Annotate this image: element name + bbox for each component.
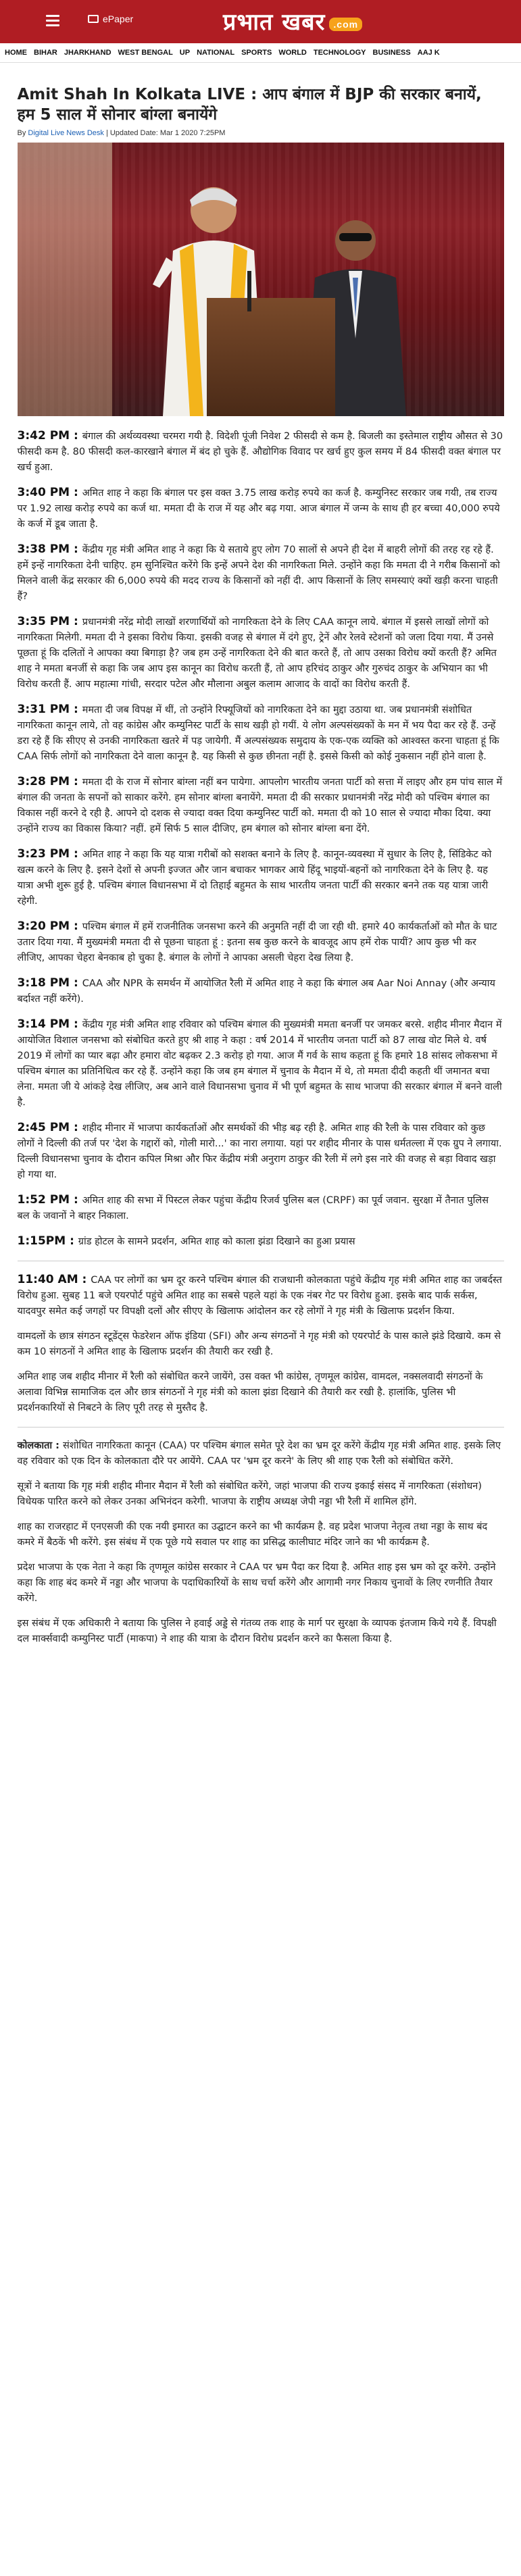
live-update-item: [18, 1369, 504, 1416]
update-time: 3:28 PM :: [17, 775, 82, 788]
nav-item-world[interactable]: WORLD: [278, 49, 307, 57]
update-text: CAA और NPR के समर्थन में आयोजित रैली में अमित शाह ने कहा कि बंगाल अब Aar Noi Annay (और अन्याय बर्दाश्त नहीं करेंगे).: [17, 978, 495, 1005]
live-update-item: [18, 1560, 504, 1607]
live-update-item: [18, 1234, 504, 1250]
update-text: वामदलों के छात्र संगठन स्टूडेंट्स फेडरेशन ऑफ इंडिया (SFI) और अन्य संगठनों ने गृह मंत्री को एयरपोर्ट के पास काले झंडे दिखाये. कम से कम 10 संगठनों ने अमित शाह के खिलाफ प्रदर्शन की तैयारी कर रखी है.: [17, 1331, 501, 1357]
update-time: 3:38 PM :: [17, 542, 82, 556]
live-update-item: [18, 1519, 504, 1550]
top-bar: [0, 0, 521, 43]
update-text: अमित शाह जब शहीद मीनार में रैली को संबोधित करने जायेंगे, उस वक्त भी कांग्रेस, तृणमूल कांग्रेस, वामदल, नक्सलवादी संगठनों के अलावा विभिन्न सामाजिक दल और छात्र संगठनों ने गृह मंत्री को काला झंडा दिखाने की तैयारी कर रखी है. हालांकि, पुलिस भी प्रदर्शनकारियों से निबटने के लिए पूरी तरह से मुस्तैद है.: [17, 1371, 483, 1413]
update-text: बंगाल की अर्थव्यवस्था चरमरा गयी है. विदेशी पूंजी निवेश 2 फीसदी से कम है. बिजली का इस्तेमाल राष्ट्रीय औसत से 30 फीसदी कम है. 80 फीसदी कल-कारखाने बंगाल में बंद हो चुके हैं. औद्योगिक विवाद पर खर्च हुए कुल समय में 84 फीसदी वक्त बंगाल पर खर्च हुआ.: [17, 431, 503, 473]
update-text: प्रधानमंत्री नरेंद्र मोदी लाखों शरणार्थियों को नागरिकता देने के लिए CAA कानून लाये. बंगाल में इससे लाखों लोगों को नागरिकता मिलेगी. ममता दी ने इसका विरोध किया. इसकी वजह से बंगाल में दंगे हुए, ट्रेनें और रेलवे स्टेशनों को जला दिया गया. मैं उनसे पूछता हूं कि दलितों ने आपका क्या बिगाड़ा है? जब हम उन्हें नागरिकता देने की बात करते हैं, तो आप उसका विरोध क्यों करती हैं? अमित शाह ने ममता बनर्जी से कहा कि जब आप इस कानून का विरोध करती हैं, तो आप हरिचंद ठाकुर और गुरुचंद ठाकुर के अभियान का भी विरोध करती हैं. आप महात्मा गांधी, सरदार पटेल और मौलाना अबुल कलाम आजाद के वादों का विरोध करती हैं.: [17, 617, 497, 690]
live-update-item: [18, 1616, 504, 1647]
update-time: 3:18 PM :: [17, 976, 82, 990]
update-time: 2:45 PM :: [17, 1121, 82, 1134]
update-time: 3:40 PM :: [17, 486, 82, 499]
author-link[interactable]: Digital Live News Desk: [28, 129, 104, 137]
update-text: केंद्रीय गृह मंत्री अमित शाह रविवार को पश्चिम बंगाल की मुख्यमंत्री ममता बनर्जी पर जमकर बरसे. शहीद मीनार मैदान में आयोजित विशाल जनसभा को संबोधित करते हुए श्री शाह ने कहा : वर्ष 2014 में भारतीय जनता पार्टी को 87 लाख वोट मिले थे. वर्ष 2019 में लोगों का प्यार बढ़ा और हमारा वोट बढ़कर 2.3 करोड़ हो गया. आज मैं गर्व के साथ कहता हूं कि हमारे 18 सांसद लोकसभा में पश्चिम बंगाल का प्रतिनिधित्व कर रहे हैं. उन्होंने कहा कि जब हम बंगाल में चुनाव के मैदान में थे, तो ममता दीदी कहती थीं जमानत बचा लेना. ममता जी ये आंकड़े देख लीजिए, अब आने वाले विधानसभा चुनाव में भी पूर्ण बहुमत के साथ भाजपा की सरकार बंगाल में बनने वाली है.: [17, 1019, 502, 1108]
update-time: 3:20 PM :: [17, 919, 82, 933]
update-text: पश्चिम बंगाल में हमें राजनीतिक जनसभा करने की अनुमति नहीं दी जा रही थी. हमारे 40 कार्यकर्ताओं को मौत के घाट उतार दिया गया. मैं मुख्यमंत्री ममता दी से पूछना चाहता हूं : इतना सब कुछ करने के बावजूद आप हमें रोक पायीं? आप कुछ भी कर लीजिए, आपका चेहरा बेनकाब हो चुका है. बंगाल के लोगों ने आपका असली चेहरा देख लिया है.: [17, 921, 497, 963]
update-time: 11:40 AM :: [17, 1273, 91, 1286]
live-update-item: [18, 428, 504, 476]
main-nav: [0, 43, 521, 63]
live-update-item: [18, 976, 504, 1007]
update-text: ग्रांड होटल के सामने प्रदर्शन, अमित शाह को काला झंडा दिखाने का हुआ प्रयास: [78, 1236, 355, 1247]
epaper-label: ePaper: [103, 14, 134, 24]
nav-item-west-bengal[interactable]: WEST BENGAL: [118, 49, 173, 57]
update-text: अमित शाह ने कहा कि यह यात्रा गरीबों को सशक्त बनाने के लिए है. कानून-व्यवस्था में सुधार के लिए है, सिंडिकेट को खत्म करने के लिए है. इसने देशों से अपनी इज्जत और जान बचाकर भागकर आये हिंदू भाइयों-बहनों को नागरिकता देने के लिए है. यह यात्रा अभी शुरू हुई है. पश्चिम बंगाल विधानसभा में दो तिहाई बहुमत के साथ भारतीय जनता पार्टी की सरकार बनने तक यह यात्रा जारी रहेगी.: [17, 849, 492, 907]
update-text: CAA पर लोगों का भ्रम दूर करने पश्चिम बंगाल की राजधानी कोलकाता पहुंचे केंद्रीय गृह मंत्री अमित शाह का जबर्दस्त विरोध हुआ. सुबह 11 बजे एयरपोर्ट पहुंचे अमित शाह का सबसे पहले यहां के एक नंबर गेट पर विरोध हुआ. इसके बाद पार्क सर्कस, यादवपुर समेत कई जगहों पर विपक्षी दलों और सीएए के खिलाफ आंदोलन कर रहे लोगों ने गृह मंत्री के खिलाफ प्रदर्शन किया.: [17, 1275, 502, 1317]
nav-item-sports[interactable]: SPORTS: [241, 49, 272, 57]
live-update-item: [18, 774, 504, 837]
microphone: [247, 271, 251, 311]
update-text: अमित शाह की सभा में पिस्टल लेकर पहुंचा केंद्रीय रिजर्व पुलिस बल (CRPF) का पूर्व जवान. सुरक्षा में तैनात पुलिस बल के जवानों ने बाहर निकाला.: [17, 1195, 489, 1221]
byline: [18, 129, 504, 137]
update-text: सूत्रों ने बताया कि गृह मंत्री शहीद मीनार मैदान में रैली को संबोधित करेंगे, जहां भाजपा की राज्य इकाई संसद में नागरिकता (संशोधन) विधेयक पारित करने को लेकर उनका अभिनंदन करेगी. भाजपा के राष्ट्रीय अध्यक्ष जेपी नड्डा भी रैली में शामिल होंगे.: [17, 1481, 482, 1507]
live-update-item: [18, 1438, 504, 1469]
update-time: 3:23 PM :: [17, 847, 82, 861]
live-update-item: [18, 1272, 504, 1319]
live-update-item: [18, 542, 504, 605]
live-update-item: [18, 485, 504, 532]
update-text: ममता दी के राज में सोनार बांग्ला नहीं बन पायेगा. आपलोग भारतीय जनता पार्टी को सत्ता में लाइए और हम पांच साल में बंगाल की जनता के सपनों को साकार करेंगे. हम सोनार बांग्ला बनायेंगे. ममता दी की सरकार प्रधानमंत्री नरेंद्र मोदी को पश्चिम बंगाल का विकास नहीं करने दे रही है. आपने दो दशक से ज्यादा वक्त दिया कम्युनिस्ट पार्टी को. ममता दी को 10 साल से ज्यादा मौका दिया. क्या उन्होंने राज्य का विकास किया? नहीं. हमें सिर्फ 5 साल दीजिए, हम बंगाल को सोनार बांग्ला बना देंगे.: [17, 777, 503, 834]
logo-text: प्रभात खबर: [223, 9, 326, 36]
live-update-item: [18, 1479, 504, 1510]
update-time: 1:52 PM :: [17, 1193, 82, 1207]
nav-item-home[interactable]: HOME: [5, 49, 27, 57]
logo-suffix: .com: [329, 18, 362, 31]
update-text: ममता दी जब विपक्ष में थीं, तो उन्होंने रिफ्यूजियों को नागरिकता देने का मुद्दा उठाया था. जब प्रधानमंत्री संशोधित नागरिकता कानून लाये, तो वह कांग्रेस और कम्युनिस्ट पार्टी के साथ खड़ी हो गयीं. ये लोग अल्पसंख्यकों के मन में भय पैदा कर रहे हैं. उन्हें डरा रहे हैं कि सीएए से उनकी नागरिकता खतरे में पड़ जायेगी. मैं अल्पसंख्यक समुदाय के एक-एक व्यक्ति को आश्वस्त करना चाहता हूं कि CAA सिर्फ लोगों को नागरिकता देने वाला कानून है. यह किसी से कुछ छीनता नहीं है. इससे किसी को कोई नुकसान नहीं होने वाला है.: [17, 705, 499, 762]
nav-item-bihar[interactable]: BIHAR: [34, 49, 57, 57]
live-update-item: [18, 919, 504, 966]
nav-item-up[interactable]: UP: [179, 49, 191, 57]
live-update-item: [18, 1329, 504, 1360]
update-text: शहीद मीनार में भाजपा कार्यकर्ताओं और समर्थकों की भीड़ बढ़ रही है. अमित शाह की रैली के पास रविवार को कुछ लोगों ने दिल्ली की तर्ज पर 'देश के गद्दारों को, गोली मारो...' का नारा लगाया. यहां पर शहीद मीनार के पास धर्मतल्ला में एक ग्रुप ने लगाया. दिल्ली विधानसभा चुनाव के दौरान कपिल मिश्रा और फिर केंद्रीय मंत्री अनुराग ठाकुर की रैली में लगे इस नारे की वजह से बड़ा विवाद खड़ा हो गया था.: [17, 1123, 502, 1180]
live-update-item: [18, 847, 504, 909]
nav-item-aaj-k[interactable]: AAJ K: [417, 49, 440, 57]
newspaper-icon: [88, 15, 99, 23]
updated-date: | Updated Date: Mar 1 2020 7:25PM: [105, 129, 226, 137]
update-time: 3:31 PM :: [17, 703, 82, 716]
site-logo[interactable]: [223, 5, 362, 36]
update-text: प्रदेश भाजपा के एक नेता ने कहा कि तृणमूल कांग्रेस सरकार ने CAA पर भ्रम पैदा कर दिया है. अमित शाह इस भ्रम को दूर करेंगे. उन्होंने कहा कि शाह बंद कमरे में नड्डा और भाजपा के पदाधिकारियों के साथ चर्चा करेंगे और आगामी नगर निकाय चुनावों के लिए रणनीति तैयार करेंगे.: [17, 1562, 496, 1604]
live-update-item: [18, 1017, 504, 1111]
nav-item-national[interactable]: NATIONAL: [197, 49, 235, 57]
live-updates: [18, 428, 504, 1647]
update-time: 1:15PM :: [17, 1234, 78, 1248]
live-update-item: [18, 1192, 504, 1224]
podium: [207, 298, 335, 416]
update-time: 3:42 PM :: [17, 429, 82, 443]
update-text: केंद्रीय गृह मंत्री अमित शाह ने कहा कि ये सताये हुए लोग 70 सालों से अपने ही देश में बाहरी लोगों की तरह रह रहे हैं. हमें इन्हें नागरिकता देनी चाहिए. हम सुनिश्चित करेंगे कि इन्हें अपने देश की नागरिकता मिले. उन्होंने कहा कि ममता दी ने गरीब किसानों को मिलने वाली केंद्र सरकार की 6,000 रुपये की मदद राज्य के किसानों को नहीं दी. आप किसानों के लिए समस्याएं क्यों खड़ी करना चाहती हैं?: [17, 545, 500, 602]
epaper-link[interactable]: [88, 14, 133, 24]
nav-item-business[interactable]: BUSINESS: [372, 49, 411, 57]
update-text: शाह का राजरहाट में एनएसजी की एक नयी इमारत का उद्घाटन करने का भी कार्यक्रम है. वह प्रदेश भाजपा नेतृत्व तथा नड्डा के साथ बंद कमरे में बैठकें भी करेंगे. इस संबंध में एक पूछे गये सवाल पर शाह का प्रसिद्ध कालीघाट मंदिर जाने का भी कार्यक्रम है.: [17, 1521, 488, 1548]
update-time: 3:14 PM :: [17, 1017, 82, 1031]
article-headline: Amit Shah In Kolkata LIVE : आप बंगाल में BJP की सरकार बनायें, हम 5 साल में सोनार बांग्ला बनायेंगे: [17, 86, 482, 124]
live-update-item: [18, 614, 504, 692]
by-label: By: [17, 129, 26, 137]
hamburger-icon[interactable]: [46, 15, 59, 26]
update-time: 3:35 PM :: [17, 615, 82, 628]
live-update-item: [18, 702, 504, 765]
spacer: [0, 63, 521, 79]
dateline-label: कोलकाता :: [17, 1440, 64, 1451]
hero-image: [18, 143, 504, 416]
nav-item-technology[interactable]: TECHNOLOGY: [313, 49, 366, 57]
update-text: संशोधित नागरिकता कानून (CAA) पर पश्चिम बंगाल समेत पूरे देश का भ्रम दूर करेंगे केंद्रीय गृह मंत्री अमित शाह. इसके लिए वह रविवार को एक दिन के कोलकाता दौरे पर आयेंगे. CAA पर 'भ्रम दूर करने' के लिए श्री शाह एक रैली को संबोधित करेंगे.: [17, 1440, 501, 1467]
live-update-item: [18, 1120, 504, 1183]
divider: [18, 1427, 504, 1428]
article: [18, 84, 504, 1647]
nav-item-jharkhand[interactable]: JHARKHAND: [64, 49, 111, 57]
update-text: इस संबंध में एक अधिकारी ने बताया कि पुलिस ने हवाई अड्डे से गंतव्य तक शाह के मार्ग पर सुरक्षा के व्यापक इंतजाम किये गये हैं. विपक्षी दल मार्क्सवादी कम्युनिस्ट पार्टी (माकपा) ने शाह की यात्रा के दौरान विरोध प्रदर्शन करने का फैसला किया है.: [17, 1618, 497, 1644]
update-text: अमित शाह ने कहा कि बंगाल पर इस वक्त 3.75 लाख करोड़ रुपये का कर्ज है. कम्युनिस्ट सरकार जब गयी, तब राज्य पर 1.92 लाख करोड़ रुपये का कर्ज था. ममता दी के राज में यह और बढ़ गया. आज बंगाल में जन्म के साथ ही हर बच्चा 40,000 रुपये के कर्ज में डूब जाता है.: [17, 488, 500, 530]
